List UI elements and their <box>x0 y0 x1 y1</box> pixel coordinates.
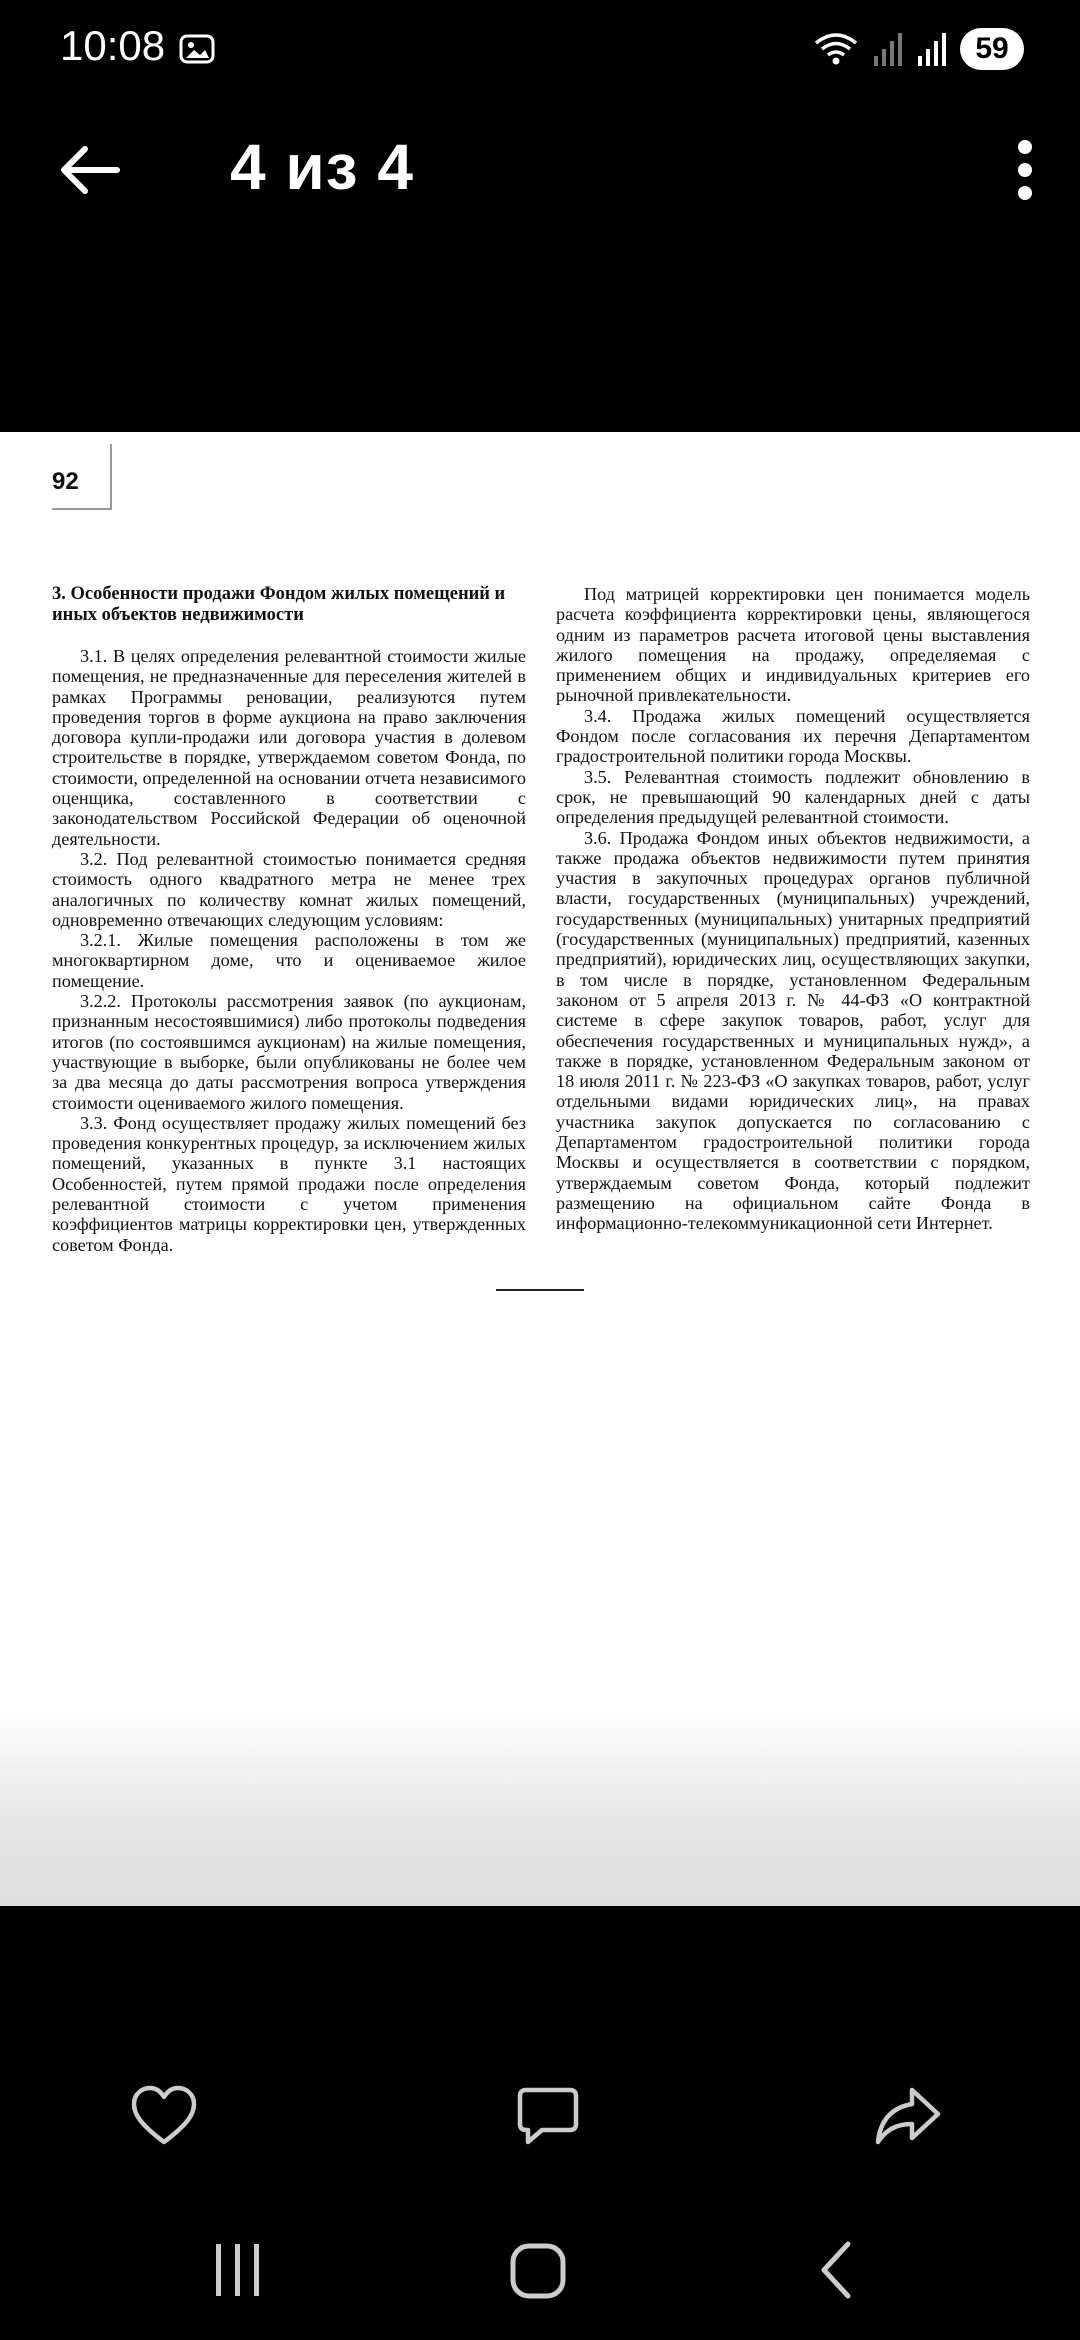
section-heading: 3. Особенности продажи Фондом жилых помещений и иных объектов недвижимости <box>52 584 506 625</box>
comment-icon[interactable] <box>512 2080 584 2152</box>
page-counter: 4 из 4 <box>230 131 414 203</box>
recent-apps-icon[interactable] <box>208 2238 268 2302</box>
viewer-header <box>0 100 1080 240</box>
arrow-left-icon[interactable] <box>55 135 125 205</box>
paragraph: 3.1. В целях определения релевантной стоимости жилые помещения, не предназначенные для переселения жителей в рамках Программы реновации, реализуются путем проведения торгов в форме аукциона на право заключения договора купли-продажи или договора участия в долевом строительстве в порядке, утверждаемом советом Фонда, по стоимости, определенной на основании отчета независимого оценщика, составленного в соответствии с законодательством Российской Федерации об оценочной деятельности. <box>52 646 526 849</box>
right-column <box>556 584 1030 1234</box>
left-column <box>52 584 526 1255</box>
page-number-box <box>52 444 112 510</box>
heart-icon[interactable] <box>128 2080 200 2152</box>
status-time: 10:08 <box>60 22 166 69</box>
action-bar <box>0 2060 1080 2170</box>
system-nav-bar <box>0 2220 1080 2320</box>
gallery-icon <box>178 30 216 68</box>
status-bar <box>0 0 1080 100</box>
paragraph: 3.2.2. Протоколы рассмотрения заявок (по аукционам, признанным несостоявшимися) либо протоколы подведения итогов (по состоявшимся аукционам) на жилые помещения, участвующие в выборке, были опубликованы не более чем за два месяца до даты рассмотрения вопроса утверждения стоимости оцениваемого жилого помещения. <box>52 991 526 1113</box>
paragraph: 3.2. Под релевантной стоимостью понимается средняя стоимость одного квадратного метра не менее трех аналогичных по количеству комнат жилых помещений, одновременно отвечающих следующим условиям: <box>52 848 526 930</box>
status-indicators <box>814 28 1024 70</box>
document-page[interactable] <box>0 432 1080 1906</box>
share-icon[interactable] <box>872 2080 944 2152</box>
paragraph: 3.3. Фонд осуществляет продажу жилых помещений без проведения конкурентных процедур, за исключением жилых помещений, указанных в пункте 3.1 настоящих Особенностей, путем прямой продажи после определения релевантной стоимости с учетом применения коэффициентов матрицы корректировки цен, утвержденных советом Фонда. <box>52 1112 526 1255</box>
wifi-icon <box>814 31 858 67</box>
more-dot <box>1018 186 1032 200</box>
paragraph: 3.6. Продажа Фондом иных объектов недвижимости, а также продажа объектов недвижимости путем принятия участия в закупочных процедурах органов публичной власти, государственных (муниципальных) учреждений, государственных (муниципальных) унитарных предприятий (государственных (муниципальных) предприятий, казенных предприятий), юридических лиц, осуществляющих закупки, в том числе в порядке, установленном Федеральным законом от 5 апреля 2013 г. № 44-ФЗ «О контрактной системе в сфере закупок товаров, работ, услуг для обеспечения государственных и муниципальных нужд», а также в порядке, установленном Федеральным законом от 18 июля 2011 г. № 223-ФЗ «О закупках товаров, работ, услуг отдельными видами юридических лиц», на правах участника закупок допускается по согласованию с Департаментом градостроительной политики города Москвы и осуществляется в соответствии с порядком, утверждаемым советом Фонда, который подлежит размещению на официальном сайте Фонда в информационно-телекоммуникационной сети Интернет. <box>556 827 1030 1234</box>
paragraph: Под матрицей корректировки цен понимается модель расчета коэффициента корректировки цены, являющегося одним из параметров расчета итоговой цены выставления жилого помещения на продажу, определяемая с применением общих и индивидуальных критериев его рыночной привлекательности. <box>556 584 1030 706</box>
more-dot <box>1018 163 1032 177</box>
paragraph: 3.4. Продажа жилых помещений осуществляется Фондом после согласования их перечня Департаментом градостроительной политики города Москвы. <box>556 705 1030 767</box>
signal-icon <box>872 32 902 66</box>
end-divider <box>496 1289 584 1291</box>
battery-indicator: 59 <box>960 28 1024 70</box>
more-dot <box>1018 140 1032 154</box>
chevron-left-icon[interactable] <box>808 2238 868 2302</box>
page-number: 92 <box>52 468 79 495</box>
more-vertical-icon[interactable] <box>1010 135 1040 205</box>
home-icon[interactable] <box>508 2238 568 2302</box>
paragraph: 3.5. Релевантная стоимость подлежит обновлению в срок, не превышающий 90 календарных дней с даты определения предыдущей релевантной стоимости. <box>556 766 1030 828</box>
paragraph: 3.2.1. Жилые помещения расположены в том же многоквартирном доме, что и оцениваемое жилое помещение. <box>52 930 526 991</box>
signal-icon <box>916 32 946 66</box>
